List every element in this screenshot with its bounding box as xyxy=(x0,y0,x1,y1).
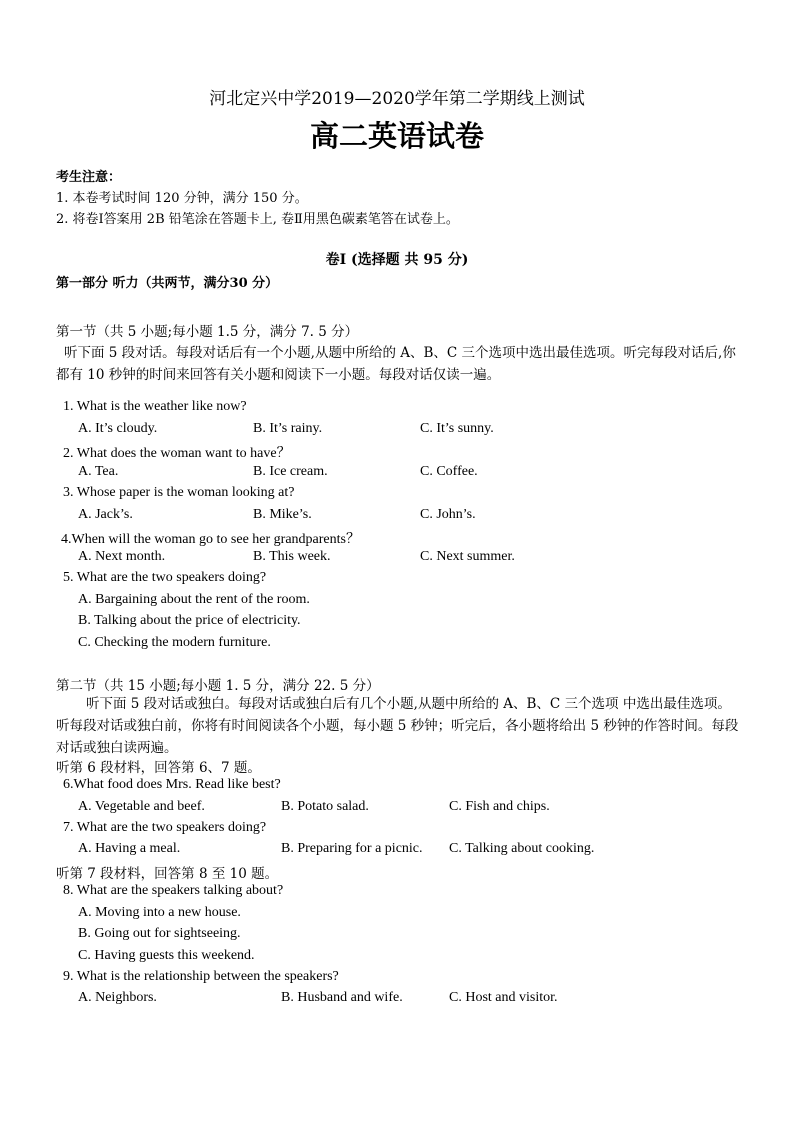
part-one-heading: 第一节（共 5 小题;每小题 1.5 分，满分 7. 5 分） xyxy=(56,324,359,340)
question-9: 9. What is the relationship between the speakers? xyxy=(63,969,339,984)
exam-title: 高二英语试卷 xyxy=(309,119,484,153)
question-2: 2. What does the woman want to have？ xyxy=(63,446,291,461)
section-heading: 卷Ⅰ (选择题 共 95 分) xyxy=(325,252,469,268)
q1-option-c: C. It’s sunny. xyxy=(420,421,494,436)
q4-option-b: B. This week. xyxy=(253,549,331,564)
part-two-instruction: 听下面 5 段对话或独白。每段对话或独白后有几个小题,从题中所给的 A、B、C 三个选项 中选出最佳选项。听每段对话或独白前，你将有时间阅读各个小题，每小题 5 秒钟；听完后，各小题将给出 5 秒钟的作答时间。每段对话或独白读两遍。 xyxy=(56,696,739,756)
question-8: 8. What are the speakers talking about? xyxy=(63,883,284,898)
q8-option-a: A. Moving into a new house. xyxy=(78,905,241,920)
notice-heading: 考生注意： xyxy=(56,170,122,185)
q2-option-a: A. Tea. xyxy=(78,464,119,479)
question-5: 5. What are the two speakers doing? xyxy=(63,570,267,585)
material-7-heading: 听第 7 段材料，回答第 8 至 10 题。 xyxy=(56,866,279,882)
school-header: 河北定兴中学2019—2020学年第二学期线上测试 xyxy=(209,89,585,109)
q5-option-c: C. Checking the modern furniture. xyxy=(78,635,271,650)
q9-option-a: A. Neighbors. xyxy=(78,990,157,1005)
part-one-instruction: 听下面 5 段对话。每段对话后有一个小题,从题中所给的 A、B、C 三个选项中选出最佳选项。听完每段对话后,你都有 10 秒钟的时间来回答有关小题和阅读下一小题。每段对话仅读一遍。 xyxy=(56,345,736,383)
q6-option-c: C. Fish and chips. xyxy=(449,799,550,814)
q6-option-b: B. Potato salad. xyxy=(281,799,369,814)
part-heading: 第一部分 听力（共两节，满分30 分） xyxy=(56,276,279,291)
q7-option-b: B. Preparing for a picnic. xyxy=(281,841,423,856)
q9-option-b: B. Husband and wife. xyxy=(281,990,403,1005)
q6-option-a: A. Vegetable and beef. xyxy=(78,799,205,814)
q8-option-b: B. Going out for sightseeing. xyxy=(78,926,241,941)
part-two-heading: 第二节（共 15 小题;每小题 1. 5 分，满分 22. 5 分） xyxy=(56,678,380,694)
q1-option-b: B. It’s rainy. xyxy=(253,421,323,436)
q4-option-c: C. Next summer. xyxy=(420,549,515,564)
q2-option-c: C. Coffee. xyxy=(420,464,478,479)
q7-option-a: A. Having a meal. xyxy=(78,841,181,856)
question-7: 7. What are the two speakers doing? xyxy=(63,820,267,835)
q4-option-a: A. Next month. xyxy=(78,549,166,564)
q3-option-b: B. Mike’s. xyxy=(253,507,312,522)
notice-item-2: 2. 将卷Ⅰ答案用 2B 铅笔涂在答题卡上, 卷Ⅱ用黑色碳素笔答在试卷上。 xyxy=(56,212,459,227)
notice-item-1: 1. 本卷考试时间 120 分钟，满分 150 分。 xyxy=(56,191,308,206)
q9-option-c: C. Host and visitor. xyxy=(449,990,558,1005)
question-3: 3. Whose paper is the woman looking at? xyxy=(63,485,295,500)
q8-option-c: C. Having guests this weekend. xyxy=(78,948,255,963)
q3-option-c: C. John’s. xyxy=(420,507,476,522)
question-4: 4.When will the woman go to see her grandparents？ xyxy=(61,532,360,547)
question-6: 6.What food does Mrs. Read like best? xyxy=(63,777,281,792)
question-1: 1. What is the weather like now? xyxy=(63,399,247,414)
material-6-heading: 听第 6 段材料，回答第 6、7 题。 xyxy=(56,760,261,776)
q5-option-b: B. Talking about the price of electricity. xyxy=(78,613,301,628)
q2-option-b: B. Ice cream. xyxy=(253,464,328,479)
q1-option-a: A. It’s cloudy. xyxy=(78,421,158,436)
q7-option-c: C. Talking about cooking. xyxy=(449,841,595,856)
q3-option-a: A. Jack’s. xyxy=(78,507,133,522)
q5-option-a: A. Bargaining about the rent of the room. xyxy=(78,592,310,607)
